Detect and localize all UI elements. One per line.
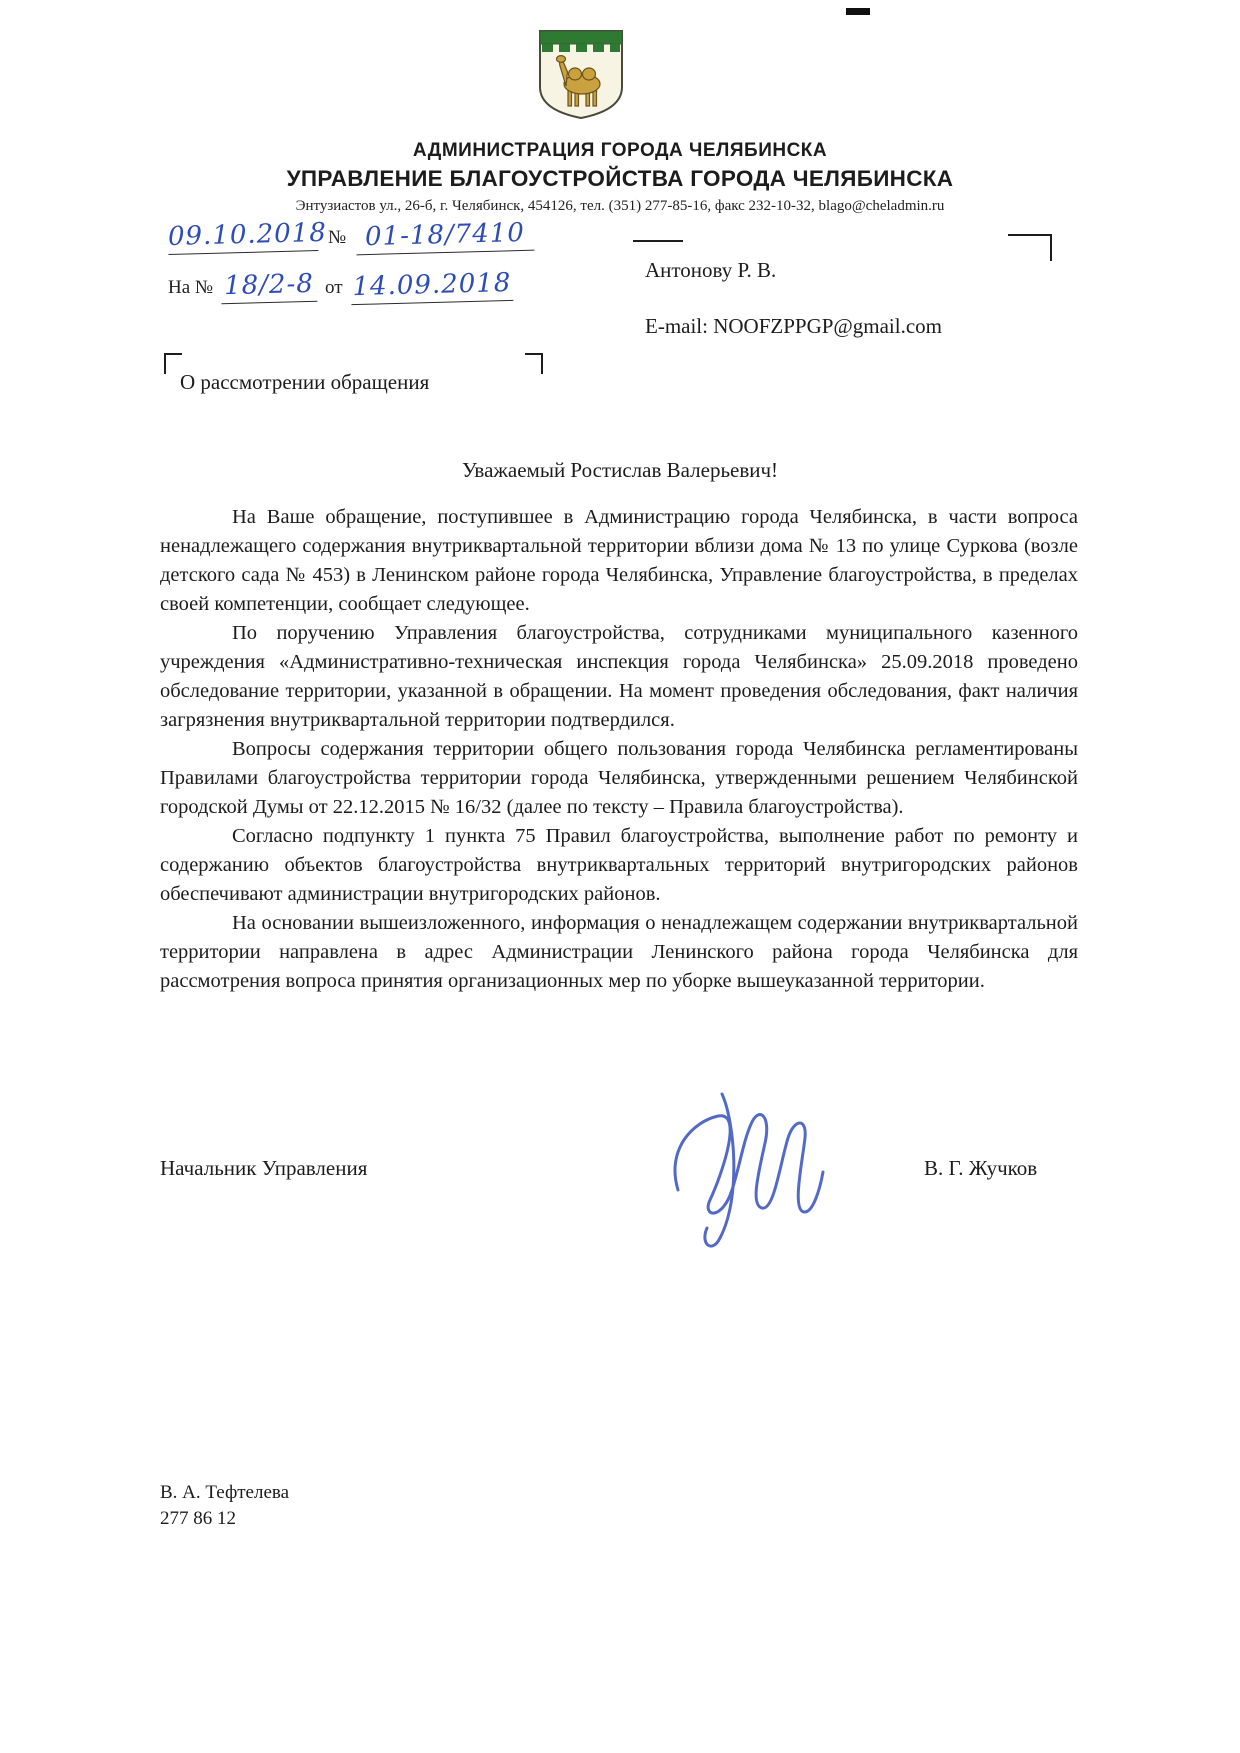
salutation: Уважаемый Ростислав Валерьевич! — [461, 458, 779, 482]
signer-name: В. Г. Жучков — [924, 1156, 1038, 1180]
executor-name: В. А. Тефтелева — [160, 1482, 290, 1503]
from-label: от — [325, 277, 343, 298]
incoming-number-handwritten: 18/2-8 — [221, 269, 318, 305]
number-sign-label: № — [328, 227, 347, 248]
body-paragraph: На основании вышеизложенного, информация о ненадлежащем содержании внутриквартальной территории направлена в адрес Администрации Ленинского района города Челябинска для рассмотрения вопроса принятия организационных мер по уборке вышеуказанной территории. — [160, 912, 1078, 992]
letter-body — [160, 503, 1078, 996]
letter-subject: О рассмотрении обращения — [180, 370, 430, 394]
org-contact-line: Энтузиастов ул., 26-б, г. Челябинск, 454126, тел. (351) 277-85-16, факс 232-10-32, blago@cheladmin.ru — [295, 198, 945, 214]
outgoing-date-handwritten: 09.10.2018 — [168, 218, 319, 255]
scan-artifact-mark — [846, 8, 870, 15]
outgoing-reference-line — [167, 217, 534, 253]
corner-mark — [1008, 234, 1052, 261]
recipient-name: Антонову Р. В. — [645, 258, 777, 282]
incoming-date-handwritten: 14.09.2018 — [350, 268, 513, 305]
corner-mark — [525, 353, 543, 374]
body-paragraph: Вопросы содержания территории общего пользования города Челябинска регламентированы Правилами благоустройства территории города Челябинска, утвержденными решением Челябинской городской Думы от 22.12.2015 № 16/32 (далее по тексту – Правила благоустройства). — [160, 738, 1078, 818]
corner-mark — [633, 240, 683, 242]
signature-scribble-icon — [660, 1078, 890, 1258]
signer-position-title: Начальник Управления — [160, 1156, 368, 1180]
in-reply-label: На № — [168, 277, 214, 298]
coat-of-arms-icon — [536, 28, 626, 122]
org-name-primary: АДМИНИСТРАЦИЯ ГОРОДА ЧЕЛЯБИНСКА — [412, 140, 828, 161]
org-name-secondary: УПРАВЛЕНИЕ БЛАГОУСТРОЙСТВА ГОРОДА ЧЕЛЯБИНСКА — [286, 166, 954, 191]
recipient-email: E-mail: NOOFZPPGP@gmail.com — [645, 314, 943, 338]
body-paragraph: На Ваше обращение, поступившее в Администрацию города Челябинска, в части вопроса ненадлежащего содержания внутриквартальной территории вблизи дома № 13 по улице Суркова (возле детского сада № 453) в Ленинском районе города Челябинска, Управление благоустройства, в пределах своей компетенции, сообщает следующее. — [160, 506, 1078, 615]
executor-phone: 277 86 12 — [160, 1508, 236, 1529]
incoming-reference-line — [168, 267, 513, 303]
body-paragraph: Согласно подпункту 1 пункта 75 Правил благоустройства, выполнение работ по ремонту и содержанию объектов благоустройства внутриквартальных территорий внутригородских районов обеспечивают администрации внутригородских районов. — [160, 825, 1078, 905]
body-paragraph: По поручению Управления благоустройства, сотрудниками муниципального казенного учреждения «Административно-техническая инспекция города Челябинска» 25.09.2018 проведено обследование территории, указанной в обращении. На момент проведения обследования, факт наличия загрязнения внутриквартальной территории подтвердился. — [160, 622, 1078, 731]
outgoing-number-handwritten: 01-18/7410 — [356, 218, 535, 256]
